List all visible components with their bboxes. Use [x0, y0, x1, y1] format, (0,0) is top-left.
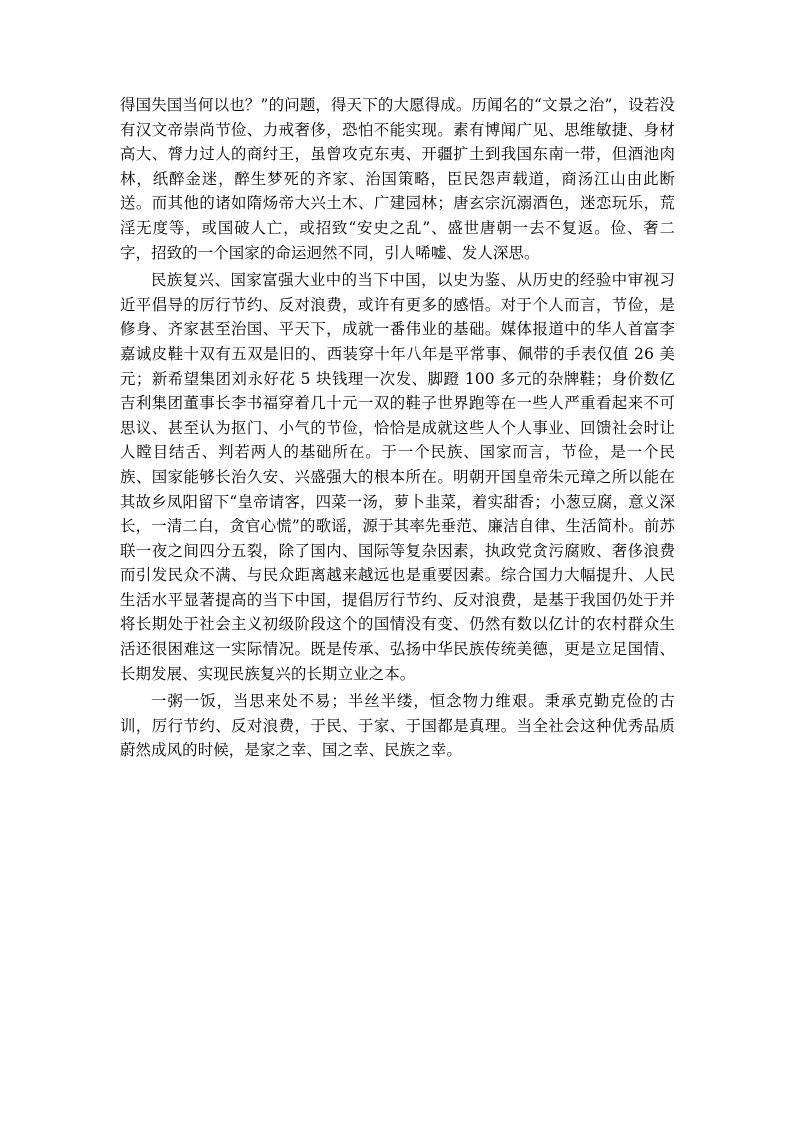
- document-body: [120, 93, 675, 763]
- paragraph-1: 得国失国当何以也？”的问题，得天下的大愿得成。历闻名的“文景之治”，设若没有汉文帝崇尚节俭、力戒奢侈，恐怕不能实现。素有博闻广见、思维敏捷、身材高大、膂力过人的商纣王，虽曾攻克东夷、开疆扩土到我国东南一带，但酒池肉林，纸醉金迷，醉生梦死的齐家、治国策略，臣民怨声载道，商汤江山由此断送。而其他的诸如隋炀帝大兴土木、广建园林；唐玄宗沉溺酒色，迷恋玩乐，荒淫无度等，或国破人亡，或招致“安史之乱”、盛世唐朝一去不复返。俭、奢二字，招致的一个国家的命运迥然不同，引人唏嘘、发人深思。: [120, 96, 675, 262]
- paragraph-2: 民族复兴、国家富强大业中的当下中国，以史为鉴、从历史的经验中审视习近平倡导的厉行节约、反对浪费，或许有更多的感悟。对于个人而言，节俭，是修身、齐家甚至治国、平天下，成就一番伟业的基础。媒体报道中的华人首富李嘉诚皮鞋十双有五双是旧的、西装穿十年八年是平常事、佩带的手表仅值 26 美元；新希望集团刘永好花 5 块钱理一次发、脚蹬 100 多元的杂牌鞋；身价数亿吉利集团董事长李书福穿着几十元一双的鞋子世界跑等在一些人严重看起来不可思议、甚至认为抠门、小气的节俭，恰恰是成就这些人个人事业、回馈社会时让人瞠目结舌、判若两人的基础所在。于一个民族、国家而言，节俭，是一个民族、国家能够长治久安、兴盛强大的根本所在。明朝开国皇帝朱元璋之所以能在其故乡凤阳留下“皇帝请客，四菜一汤，萝卜韭菜，着实甜香；小葱豆腐，意义深长，一清二白，贪官心慌”的歌谣，源于其率先垂范、廉洁自律、生活简朴。前苏联一夜之间四分五裂，除了国内、国际等复杂因素，执政党贪污腐败、奢侈浪费而引发民众不满、与民众距离越来越远也是重要因素。综合国力大幅提升、人民生活水平显著提高的当下中国，提倡厉行节约、反对浪费，是基于我国仍处于并将长期处于社会主义初级阶段这个的国情没有变、仍然有数以亿计的农村群众生活还很困难这一实际情况。既是传承、弘扬中华民族传统美德，更是立足国情、长期发展、实现民族复兴的长期立业之本。: [120, 271, 675, 683]
- paragraph-3: 一粥一饭，当思来处不易；半丝半缕，恒念物力维艰。秉承克勤克俭的古训，厉行节约、反对浪费，于民、于家、于国都是真理。当全社会这种优秀品质蔚然成风的时候，是家之幸、国之幸、民族之幸。: [120, 692, 675, 760]
